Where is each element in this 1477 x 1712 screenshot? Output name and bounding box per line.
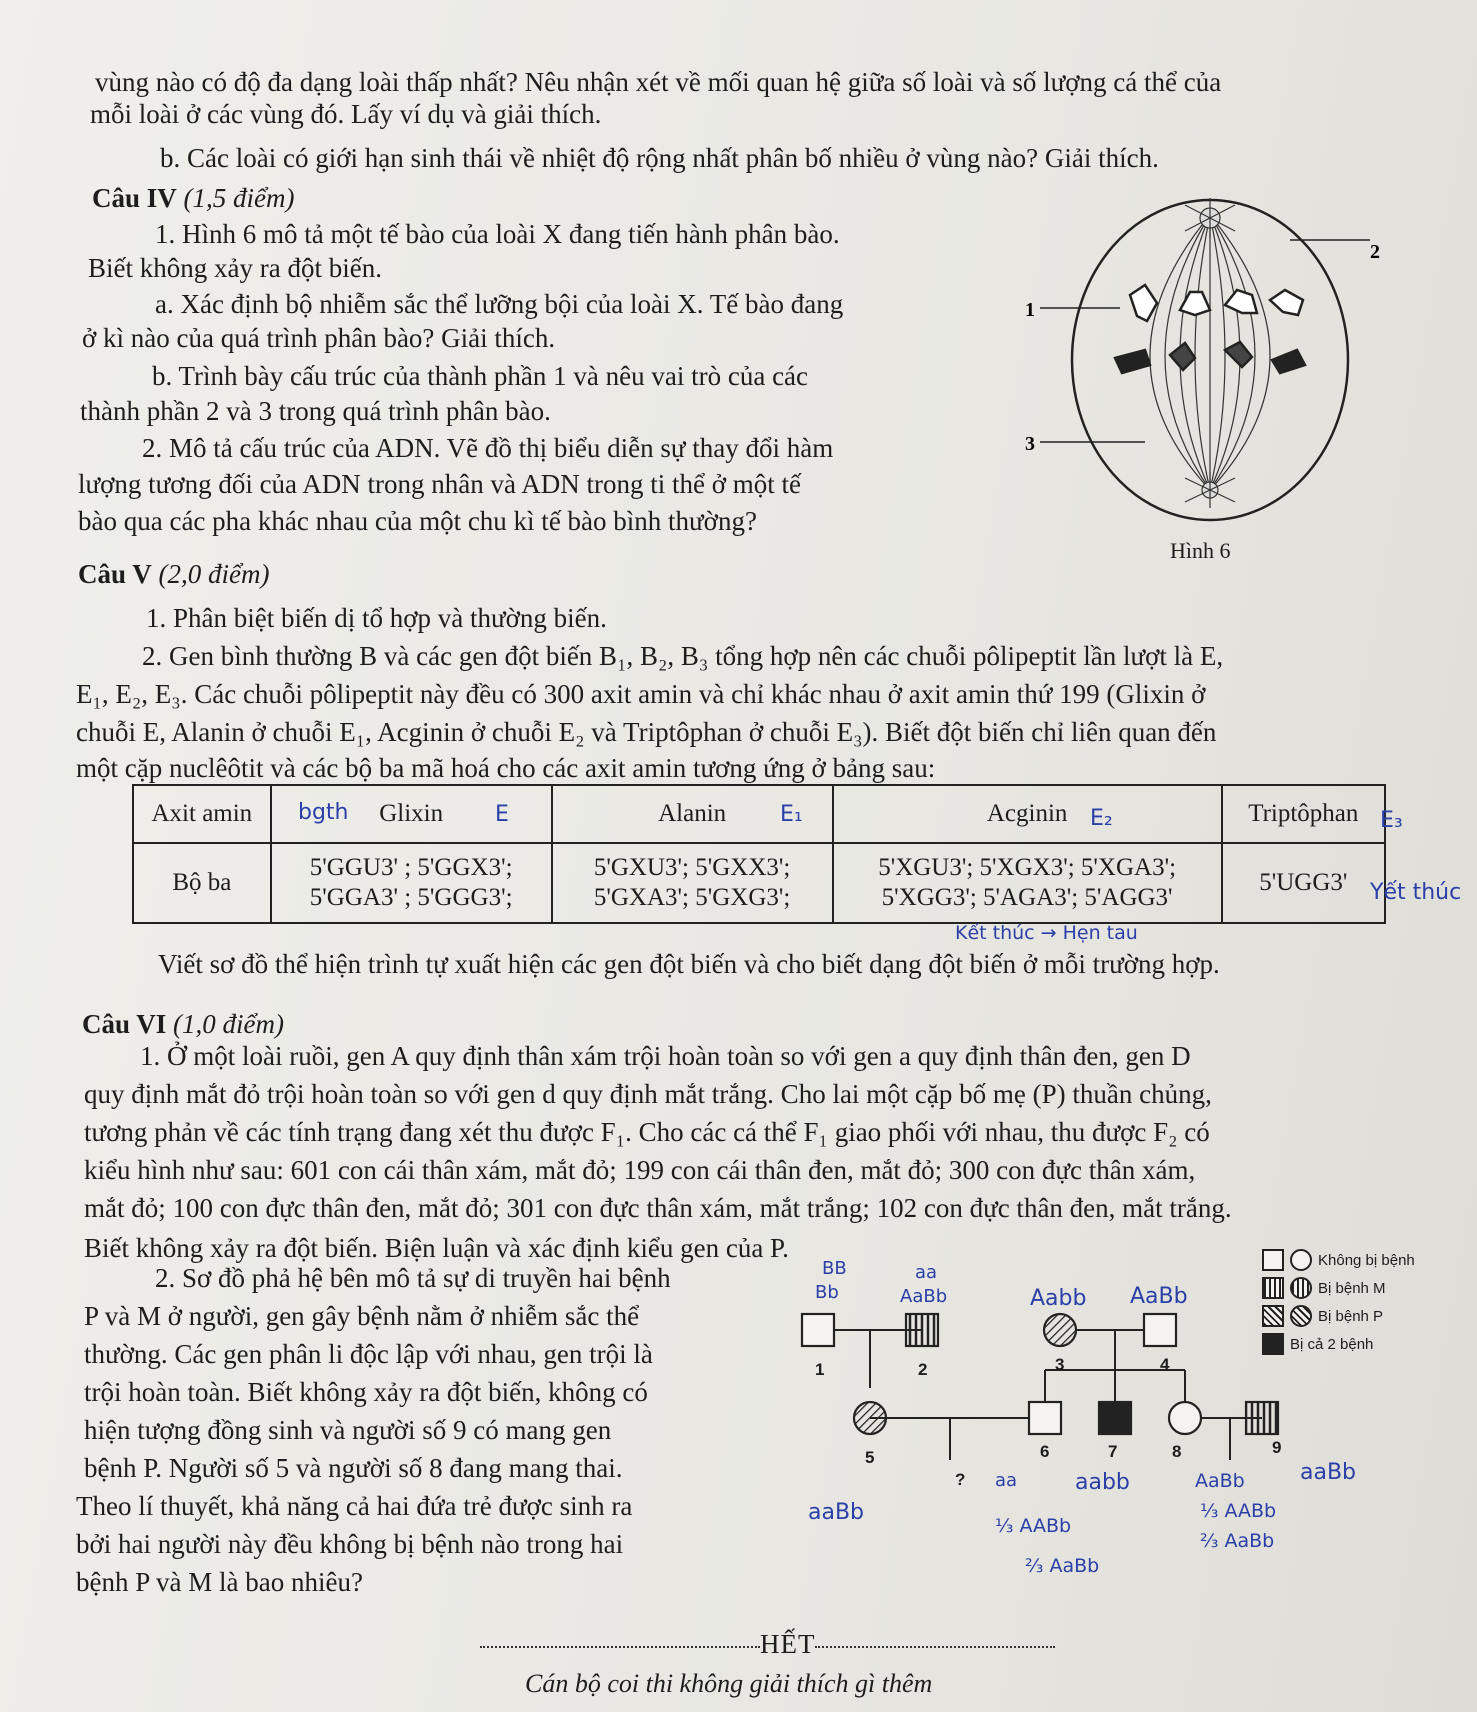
hw-a6: Yết thúc — [1370, 880, 1462, 905]
hw-p3: aa — [915, 1262, 938, 1283]
ped-num-7: 7 — [1108, 1442, 1118, 1461]
q6-l6: Biết không xảy ra đột biến. Biện luận và xác định kiểu gen của P. — [84, 1233, 789, 1263]
hw-p6: AaBb — [1130, 1284, 1188, 1309]
person-8 — [1169, 1402, 1201, 1434]
fig-label-3: 3 — [1025, 433, 1035, 455]
legend-disease-p: Bị bệnh P — [1262, 1302, 1415, 1330]
q6-l10: trội hoàn toàn. Biết không xảy ra đột biến, không có — [84, 1377, 648, 1407]
fig-label-1: 1 — [1025, 299, 1035, 321]
th-alanin: Alanin — [552, 785, 833, 843]
footer-end: HẾT — [480, 1628, 1055, 1660]
q4-heading: Câu IV (1,5 điểm) — [92, 183, 295, 213]
hw-p14: aa — [995, 1470, 1018, 1491]
q4-l1: 1. Hình 6 mô tả một tế bào của loài X đang tiến hành phân bào. — [155, 219, 840, 249]
th-triptophan: Triptôphan — [1222, 785, 1385, 843]
hw-p7: aabb — [1075, 1470, 1130, 1495]
q6-l11: hiện tượng đồng sinh và người số 9 có mang gen — [84, 1415, 612, 1445]
ped-num-8: 8 — [1172, 1442, 1182, 1461]
q3-line2: mỗi loài ở các vùng đó. Lấy ví dụ và giải thích. — [90, 99, 602, 129]
q5-l5: một cặp nuclêôtit và các bộ ba mã hoá cho các axit amin tương ứng ở bảng sau: — [76, 753, 936, 783]
hw-p8: aaBb — [808, 1500, 865, 1525]
hw-p15: aaBb — [1300, 1460, 1357, 1485]
spindle-fibers — [1150, 215, 1270, 490]
ped-num-6: 6 — [1040, 1442, 1050, 1461]
th-glixin: Glixin — [271, 785, 552, 843]
q6-l12: bệnh P. Người số 5 và người số 8 đang mang thai. — [84, 1453, 623, 1483]
hw-p1: BB — [822, 1258, 847, 1279]
footer-note: Cán bộ coi thi không giải thích gì thêm — [525, 1669, 933, 1698]
hw-a1: bgth — [298, 800, 349, 825]
q6-heading: Câu VI (1,0 điểm) — [82, 1009, 285, 1039]
cell-figure — [1020, 190, 1390, 550]
ped-num-3: 3 — [1055, 1355, 1065, 1374]
ped-question-mark: ? — [955, 1470, 966, 1489]
th-acginin: Acginin — [833, 785, 1222, 843]
q5-l4: chuỗi E, Alanin ở chuỗi E₁, Acginin ở chuỗi E₂ và Triptôphan ở chuỗi E₃). Biết đột biến chỉ liên quan đến — [76, 717, 1217, 747]
ped-num-2: 2 — [918, 1360, 928, 1379]
th-axit-amin: Axit amin — [133, 785, 271, 843]
q4-l2: Biết không xảy ra đột biến. — [88, 253, 382, 283]
q6-l15: bệnh P và M là bao nhiêu? — [76, 1567, 363, 1597]
hw-p5: Aabb — [1030, 1286, 1087, 1311]
q6-l1: 1. Ở một loài ruồi, gen A quy định thân xám trội hoàn toàn so với gen a quy định thân đen, gen D — [140, 1041, 1191, 1071]
person-2 — [906, 1314, 938, 1346]
hw-p13: ⅔ AaBb — [1200, 1530, 1275, 1552]
hw-a5: E₃ — [1380, 808, 1403, 833]
q4-l9: bào qua các pha khác nhau của một chu kì tế bào bình thường? — [78, 506, 757, 536]
q3-line3: b. Các loài có giới hạn sinh thái về nhiệt độ rộng nhất phân bố nhiều ở vùng nào? Giải thích. — [160, 143, 1159, 173]
td-alanin: 5'GXU3'; 5'GXX3'; 5'GXA3'; 5'GXG3'; — [552, 843, 833, 923]
hw-a3: E₁ — [780, 802, 803, 827]
ped-num-5: 5 — [865, 1448, 875, 1467]
figure-caption: Hình 6 — [1170, 538, 1231, 563]
q6-l9: thường. Các gen phân li độc lập với nhau, gen trội là — [84, 1339, 653, 1369]
q5-l2: 2. Gen bình thường B và các gen đột biến B₁, B₂, B₃ tổng hợp nên các chuỗi pôlipeptit lần lượt là E, — [142, 641, 1224, 671]
td-glixin: 5'GGU3' ; 5'GGX3'; 5'GGA3' ; 5'GGG3'; — [271, 843, 552, 923]
hw-a7: Kết thúc → Hẹn tau — [955, 922, 1138, 944]
ped-num-9: 9 — [1272, 1438, 1282, 1457]
hw-p12: ⅓ AABb — [1200, 1500, 1277, 1522]
person-5 — [854, 1402, 886, 1434]
aster-top — [1185, 198, 1235, 238]
person-4 — [1144, 1314, 1176, 1346]
q4-l7: 2. Mô tả cấu trúc của ADN. Vẽ đồ thị biểu diễn sự thay đổi hàm — [142, 433, 834, 463]
q6-l2: quy định mắt đỏ trội hoàn toàn so với gen d quy định mắt trắng. Cho lai một cặp bố mẹ (P) thuần chủng, — [84, 1079, 1212, 1109]
q6-l14: bởi hai người này đều không bị bệnh nào trong hai — [76, 1529, 624, 1559]
q4-l5: b. Trình bày cấu trúc của thành phần 1 và nêu vai trò của các — [152, 361, 809, 391]
q6-l13: Theo lí thuyết, khả năng cả hai đứa trẻ được sinh ra — [76, 1491, 633, 1521]
q6-l4: kiểu hình như sau: 601 con cái thân xám, mắt đỏ; 199 con cái thân đen, mắt đỏ; 300 con đực thân xám, — [84, 1155, 1196, 1185]
q5-l6: Viết sơ đồ thể hiện trình tự xuất hiện các gen đột biến và cho biết dạng đột biến ở mỗi trường hợp. — [158, 949, 1220, 979]
aster-bottom — [1185, 472, 1235, 508]
q6-l5: mắt đỏ; 100 con đực thân đen, mắt đỏ; 301 con đực thân xám, mắt trắng; 102 con đực thân đen, mắt trắng. — [84, 1193, 1232, 1223]
q4-l4: ở kì nào của quá trình phân bào? Giải thích. — [82, 323, 556, 353]
legend-both: Bị cả 2 bệnh — [1262, 1330, 1415, 1358]
hw-p4: AaBb — [900, 1286, 948, 1307]
hw-p10: ⅓ AABb — [995, 1515, 1072, 1537]
q4-l3: a. Xác định bộ nhiễm sắc thể lưỡng bội của loài X. Tế bào đang — [155, 289, 844, 319]
person-1 — [802, 1314, 834, 1346]
q3-line1: vùng nào có độ đa dạng loài thấp nhất? Nêu nhận xét về mối quan hệ giữa số loài và số lượng cá thể của — [95, 67, 1222, 97]
q5-l1: 1. Phân biệt biến dị tổ hợp và thường biến. — [146, 603, 607, 633]
person-3 — [1044, 1314, 1076, 1346]
hw-p2: Bb — [815, 1282, 839, 1303]
q6-l7: 2. Sơ đồ phả hệ bên mô tả sự di truyền hai bệnh — [155, 1263, 671, 1293]
person-9 — [1246, 1402, 1278, 1434]
hw-p9: AaBb — [1195, 1470, 1245, 1492]
hw-a2: E — [495, 802, 509, 827]
hw-a4: E₂ — [1090, 806, 1113, 831]
pedigree-legend — [1262, 1246, 1415, 1358]
td-triptophan: 5'UGG3' — [1222, 843, 1385, 923]
hw-p11: ⅔ AaBb — [1025, 1555, 1100, 1577]
q6-l3: tương phản về các tính trạng đang xét thu được F₁. Cho các cá thể F₁ giao phối với nhau, thu được F₂ có — [84, 1117, 1210, 1147]
fig-label-2: 2 — [1370, 241, 1380, 263]
q4-l8: lượng tương đối của ADN trong nhân và ADN trong ti thể ở một tế — [78, 469, 802, 499]
legend-disease-m: Bị bệnh M — [1262, 1274, 1415, 1302]
person-7 — [1099, 1402, 1131, 1434]
td-acginin: 5'XGU3'; 5'XGX3'; 5'XGA3'; 5'XGG3'; 5'AGA3'; 5'AGG3' — [833, 843, 1222, 923]
legend-healthy: Không bị bệnh — [1262, 1246, 1415, 1274]
q5-heading: Câu V (2,0 điểm) — [78, 559, 270, 589]
td-bo-ba: Bộ ba — [133, 843, 271, 923]
ped-num-1: 1 — [815, 1360, 825, 1379]
q5-l3: E₁, E₂, E₃. Các chuỗi pôlipeptit này đều có 300 axit amin và chỉ khác nhau ở axit amin thứ 199 (Glixin ở — [76, 679, 1206, 709]
q6-l8: P và M ở người, gen gây bệnh nằm ở nhiễm sắc thể — [84, 1301, 640, 1331]
ped-num-4: 4 — [1160, 1355, 1170, 1374]
person-6 — [1029, 1402, 1061, 1434]
q4-l6: thành phần 2 và 3 trong quá trình phân bào. — [80, 396, 551, 426]
